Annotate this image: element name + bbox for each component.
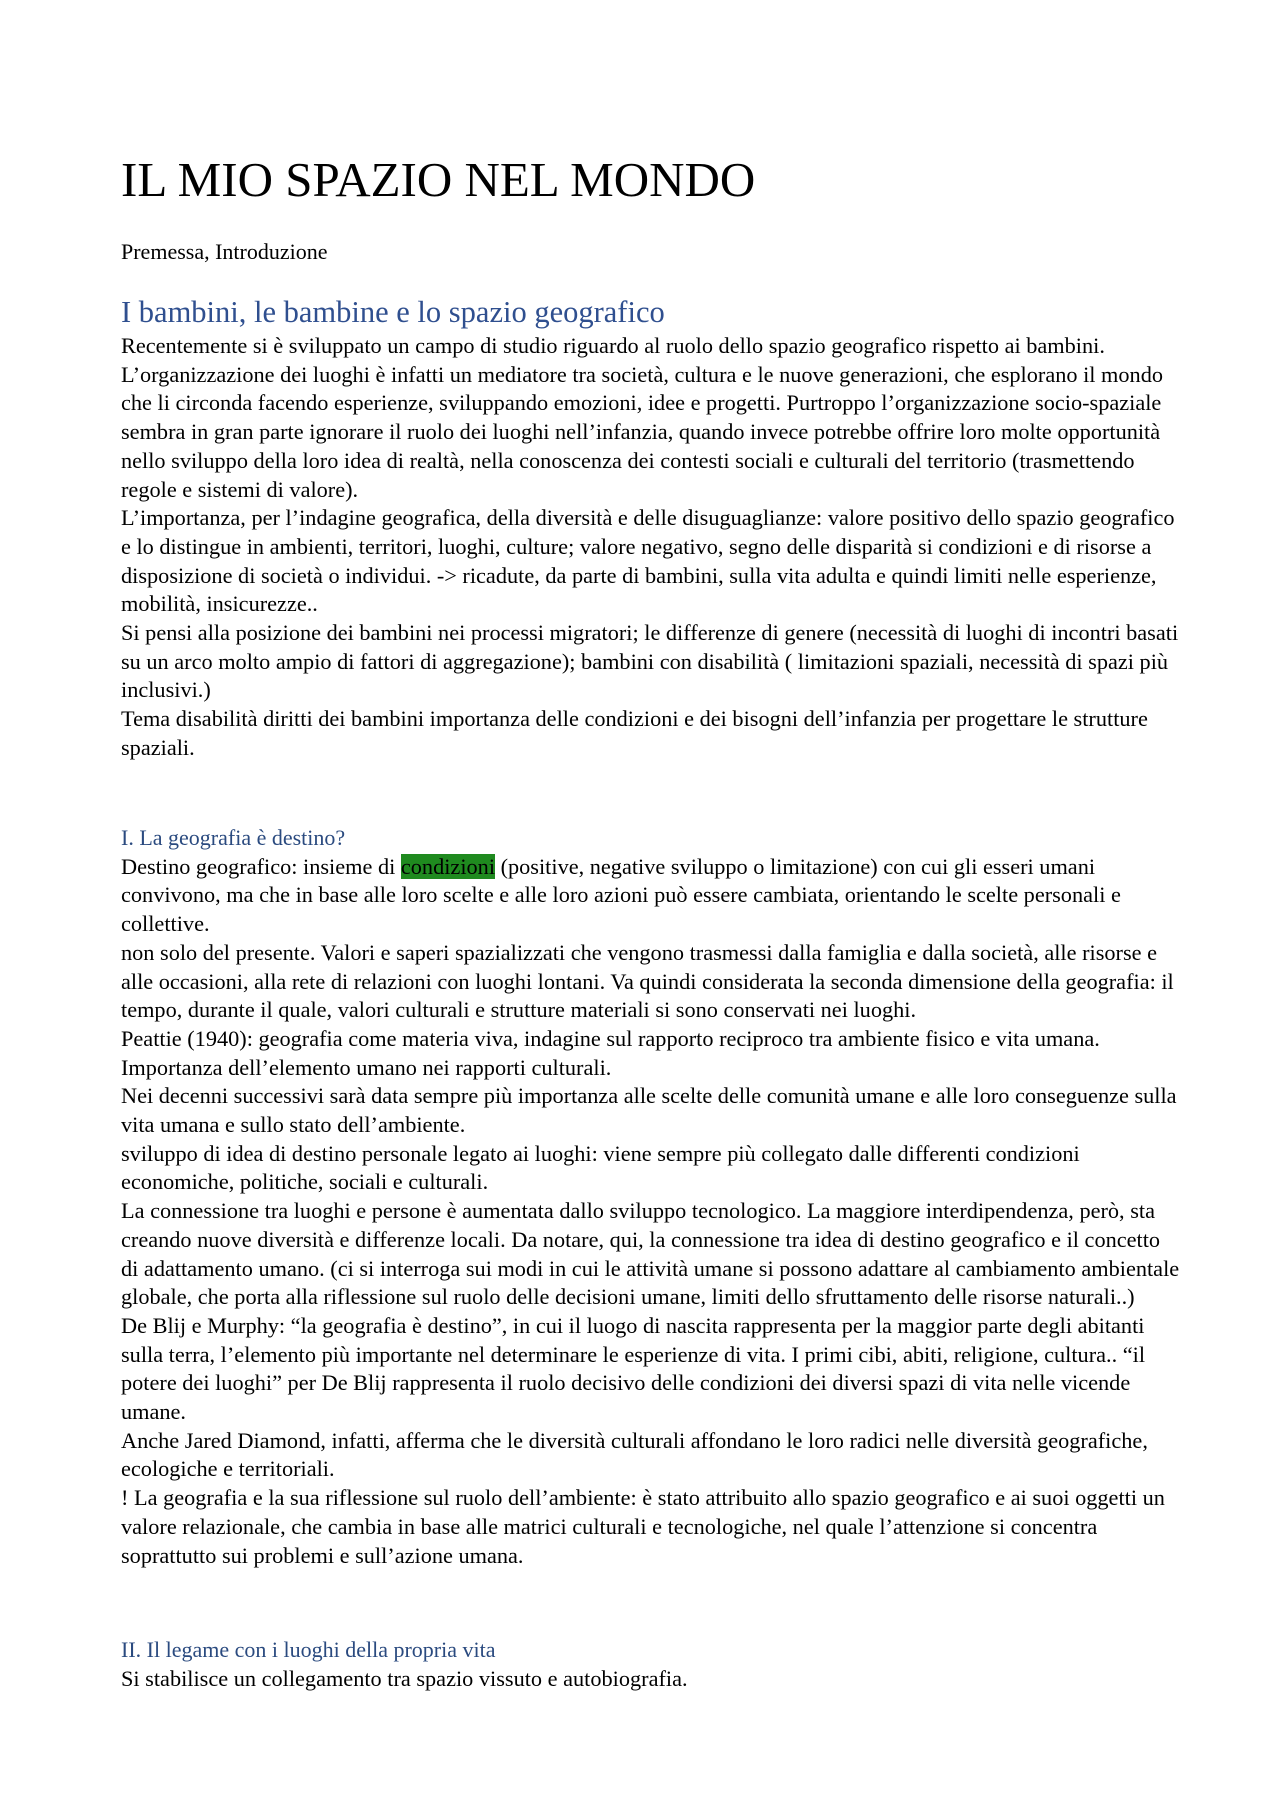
paragraph: De Blij e Murphy: “la geografia è destino”, in cui il luogo di nascita rappresenta per la maggior parte degli abitanti sulla terra, l’elemento più importante nel determinare le esperienze di vita. I primi cibi, abiti, religione, cultura.. “il potere dei luoghi” per De Blij rappresenta il ruolo decisivo delle condizioni dei diversi spazi di vita nelle vicende umane. [121, 1312, 1146, 1425]
paragraph: Tema disabilità diritti dei bambini importanza delle condizioni e dei bisogni dell’infanzia per progettare le strutture spaziali. [121, 706, 1148, 760]
document-subtitle: Premessa, Introduzione [121, 239, 328, 264]
paragraph-intro [121, 853, 1181, 939]
section-places-of-life [121, 1636, 1181, 1693]
subsection-heading: I. La geografia è destino? [121, 825, 346, 850]
intro-text-before: Destino geografico: insieme di [121, 853, 401, 879]
paragraph: L’importanza, per l’indagine geografica, della diversità e delle disuguaglianze: valore positivo dello spazio geografico e lo distingue in ambienti, territori, luoghi, culture; valore negativo, segno delle disparità si condizioni e di risorse a disposizione di società o individui. -> ricadute, da parte di bambini, sulla vita adulta e quindi limiti nelle esperienze, mobilità, insicurezze.. [121, 505, 1175, 617]
paragraph: Anche Jared Diamond, infatti, afferma che le diversità culturali affondano le loro radici nelle diversità geografiche, ecologiche e territoriali. [121, 1427, 1148, 1482]
subsection-heading: II. Il legame con i luoghi della propria vita [121, 1637, 496, 1662]
paragraph: Si stabilisce un collegamento tra spazio vissuto e autobiografia. [121, 1665, 688, 1691]
document-title: IL MIO SPAZIO NEL MONDO [121, 152, 756, 207]
paragraph: Peattie (1940): geografia come materia viva, indagine sul rapporto reciproco tra ambiente fisico e vita umana. Importanza dell’elemento umano nei rapporti culturali. [121, 1025, 1100, 1080]
paragraph: ! La geografia e la sua riflessione sul ruolo dell’ambiente: è stato attribuito allo spazio geografico e ai suoi oggetti un valore relazionale, che cambia in base alle matrici culturali e tecnologiche, nel quale l’attenzione si concentra soprattutto sui problemi e sull’azione umana. [121, 1485, 1165, 1568]
section-children-geographic-space [121, 292, 1181, 763]
paragraph: Recentemente si è sviluppato un campo di studio riguardo al ruolo dello spazio geografico rispetto ai bambini. L’organizzazione dei luoghi è infatti un mediatore tra società, cultura e le nuove generazioni, che esplorano il mondo che li circonda facendo esperienze, sviluppando emozioni, idee e progetti. Purtroppo l’organizzazione socio-spaziale sembra in gran parte ignorare il ruolo dei luoghi nell’infanzia, quando invece potrebbe offrire loro molte opportunità nello sviluppo della loro idea di realtà, nella conoscenza dei contesti sociali e culturali del territorio (trasmettendo regole e sistemi di valore). [121, 333, 1163, 502]
intro-text-after: (positive, negative sviluppo o limitazione) con cui gli esseri umani convivono, ma che in base alle loro scelte e alle loro azioni può essere cambiata, orientando le scelte personali e collettive. [121, 853, 1121, 937]
paragraph: La connessione tra luoghi e persone è aumentata dallo sviluppo tecnologico. La maggiore interdipendenza, però, sta creando nuove diversità e differenze locali. Da notare, qui, la connessione tra idea di destino geografico e il concetto di adattamento umano. (ci si interroga sui modi in cui le attività umane si possono adattare al cambiamento ambientale globale, che porta alla riflessione sul ruolo delle decisioni umane, limiti dello sfruttamento delle risorse naturali..) [121, 1198, 1180, 1310]
paragraph: sviluppo di idea di destino personale legato ai luoghi: viene sempre più collegato dalle differenti condizioni economiche, politiche, sociali e culturali. [121, 1140, 1080, 1195]
paragraph: non solo del presente. Valori e saperi spazializzati che vengono trasmessi dalla famiglia e dalla società, alle risorse e alle occasioni, alla rete di relazioni con luoghi lontani. Va quindi considerata la seconda dimensione della geografia: il tempo, durante il quale, valori culturali e strutture materiali si sono conservati nei luoghi. [121, 939, 1174, 1023]
paragraph: Si pensi alla posizione dei bambini nei processi migratori; le differenze di genere (necessità di luoghi di incontri basati su un arco molto ampio di fattori di aggregazione); bambini con disabilità ( limitazioni spaziali, necessità di spazi più inclusivi.) [121, 620, 1179, 703]
paragraph: Nei decenni successivi sarà data sempre più importanza alle scelte delle comunità umane e alle loro conseguenze sulla vita umana e sullo stato dell’ambiente. [121, 1083, 1177, 1138]
highlighted-word: condizioni [400, 853, 496, 879]
section-heading: I bambini, le bambine e lo spazio geografico [121, 295, 665, 329]
section-geography-destiny [121, 824, 1181, 1570]
